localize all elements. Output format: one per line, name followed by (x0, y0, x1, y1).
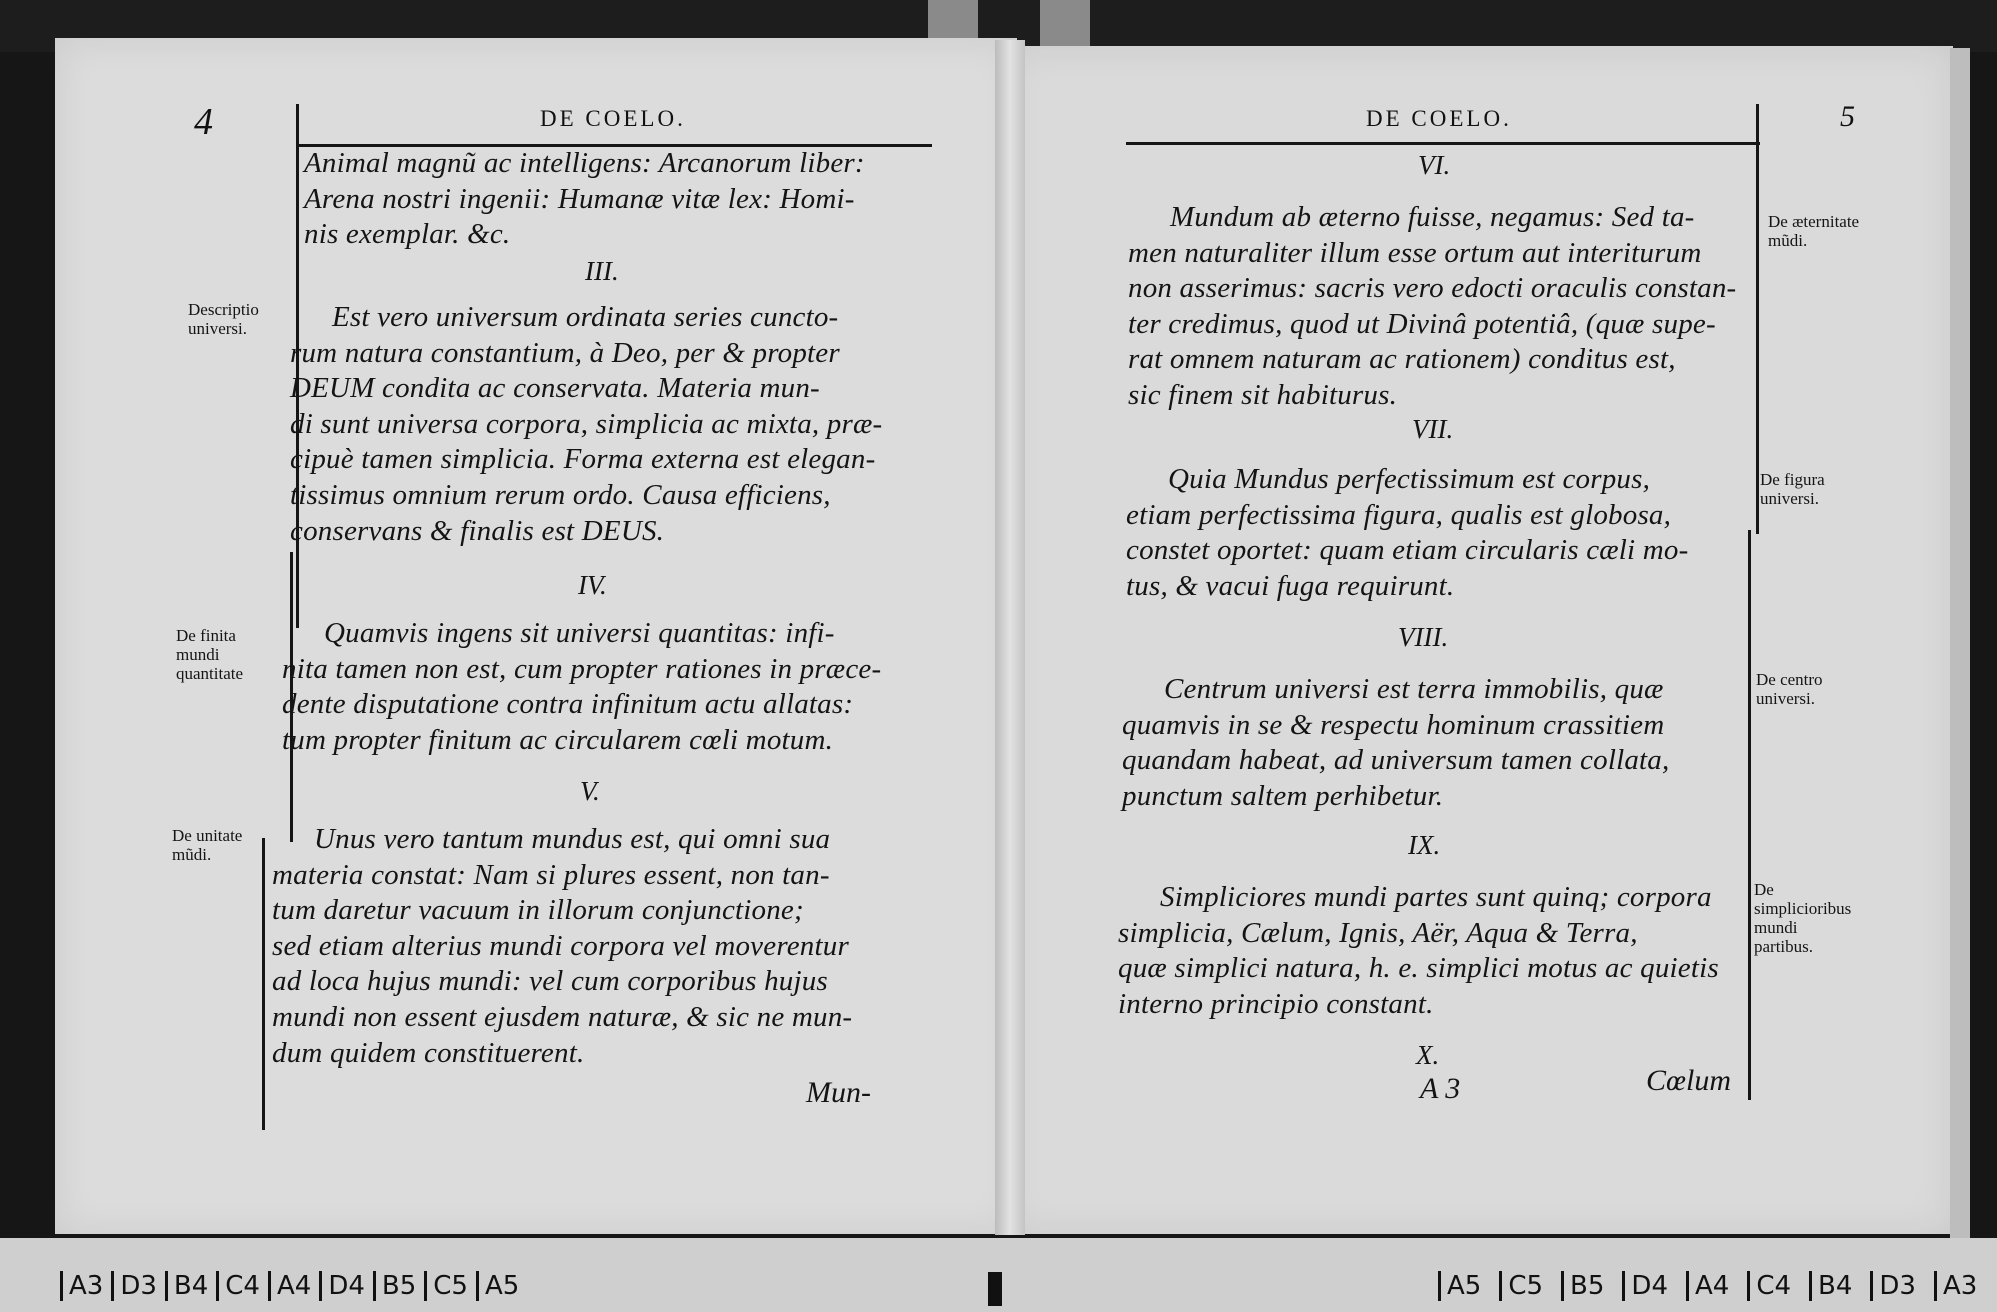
text-line: materia constat: Nam si plures essent, non tan- (272, 858, 830, 891)
left-catchword: Mun- (806, 1076, 871, 1109)
section-numeral-vi: VI. (1418, 150, 1451, 180)
text-line: simplicia, Cælum, Ignis, Aër, Aqua & Terra, (1118, 916, 1638, 949)
text-line: constet oportet: quam etiam circularis cæli mo- (1126, 534, 1689, 567)
text-line: sic finem sit habiturus. (1128, 378, 1398, 411)
strip-label: C5 (1499, 1271, 1551, 1301)
text-line: tum daretur vacuum in illorum conjunctione; (272, 894, 804, 927)
section-vi-text (1128, 200, 1754, 414)
text-line: interno principio constant. (1118, 987, 1434, 1020)
section-numeral-iii: III. (585, 256, 619, 286)
text-line: dum quidem constituerent. (272, 1036, 585, 1069)
text-line: sed etiam alterius mundi corpora vel moverentur (272, 929, 849, 962)
text-line: rum natura constantium, à Deo, per & propter (290, 336, 840, 369)
text-line: Est vero universum ordinata series cuncto- (332, 301, 839, 333)
margin-note-centro: De centro universi. (1756, 670, 1823, 708)
section-numeral-ix: IX. (1408, 830, 1441, 860)
text-line: DEUM condita ac conservata. Materia mun- (290, 372, 820, 405)
text-line: conservans & finalis est DEUS. (290, 514, 665, 547)
section-numeral-v: V. (580, 776, 600, 806)
strip-label: A3 (1934, 1271, 1985, 1301)
section-viii-text (1122, 672, 1750, 814)
strip-label: B5 (373, 1271, 424, 1301)
strip-label: A4 (1686, 1271, 1737, 1301)
section-numeral-vii: VII. (1412, 414, 1454, 444)
text-line: Unus vero tantum mundus est, qui omni sua (314, 823, 831, 855)
strip-label: C4 (216, 1271, 268, 1301)
right-catchword: Cœlum (1646, 1064, 1732, 1097)
text-line: di sunt universa corpora, simplicia ac mixta, præ- (290, 407, 883, 440)
text-line: quamvis in se & respectu hominum crassitiem (1122, 708, 1665, 741)
text-line: cipuè tamen simplicia. Forma externa est elegan- (290, 443, 876, 476)
right-margin-rule-lower (1748, 530, 1751, 1100)
strip-label: A5 (1438, 1271, 1489, 1301)
right-margin-rule-upper (1756, 104, 1759, 534)
left-continuation-text (304, 146, 934, 253)
text-line: rat omnem naturam ac rationem) conditus est, (1128, 343, 1676, 376)
text-line: Centrum universi est terra immobilis, quæ (1164, 673, 1664, 705)
text-line: Animal magnũ ac intelligens: Arcanorum liber: (304, 147, 865, 179)
right-head-rule (1126, 142, 1760, 145)
margin-note-unitate: De unitate mũdi. (172, 826, 243, 864)
section-iii-text (290, 300, 930, 549)
left-margin-rule-lower (262, 838, 265, 1130)
section-numeral-iv: IV. (578, 570, 607, 600)
section-numeral-viii: VIII. (1398, 622, 1449, 652)
text-line: men naturaliter illum esse ortum aut interiturum (1128, 236, 1702, 269)
text-line: Arena nostri ingenii: Humanæ vitæ lex: Homi- (304, 182, 855, 215)
text-line: nis exemplar. &c. (304, 218, 511, 251)
strip-label: B4 (165, 1271, 216, 1301)
strip-label: A5 (476, 1271, 527, 1301)
text-line: punctum saltem perhibetur. (1122, 779, 1444, 812)
margin-note-finita: De finita mundi quantitate (176, 626, 244, 683)
left-page-number: 4 (194, 101, 213, 143)
strip-label: D4 (319, 1271, 373, 1301)
strip-label: A3 (60, 1271, 111, 1301)
signature-mark: A 3 (1420, 1072, 1461, 1105)
film-strip-labels-left (60, 1266, 527, 1306)
text-line: tum propter finitum ac circularem cœli motum. (282, 723, 834, 756)
text-line: ad loca hujus mundi: vel cum corporibus hujus (272, 965, 828, 998)
margin-note-simplicioribus: De simplicioribus mundi partibus. (1754, 880, 1852, 956)
strip-label: D3 (111, 1271, 165, 1301)
book-gutter (995, 40, 1025, 1235)
left-running-head: DE COELO. (540, 106, 686, 131)
section-vii-text (1126, 462, 1752, 604)
text-line: dente disputatione contra infinitum actu allatas: (282, 688, 854, 721)
text-line: tus, & vacui fuga requirunt. (1126, 569, 1455, 602)
text-line: quæ simplici natura, h. e. simplici motus ac quietis (1118, 952, 1719, 985)
margin-note-descriptio: Descriptio universi. (188, 300, 259, 338)
text-line: nita tamen non est, cum propter rationes in præce- (282, 652, 882, 685)
section-iv-text (282, 616, 928, 758)
text-line: Mundum ab æterno fuisse, negamus: Sed ta- (1170, 201, 1695, 233)
right-running-head: DE COELO. (1366, 106, 1512, 131)
strip-label: D3 (1870, 1271, 1924, 1301)
right-page-number: 5 (1840, 100, 1855, 133)
strip-label: C4 (1747, 1271, 1799, 1301)
text-line: Quia Mundus perfectissimum est corpus, (1168, 463, 1651, 495)
right-page-edge (1950, 48, 1970, 1238)
strip-center-marker (988, 1272, 1002, 1306)
text-line: tissimus omnium rerum ordo. Causa efficiens, (290, 478, 831, 511)
text-line: mundi non essent ejusdem naturæ, & sic ne mun- (272, 1000, 853, 1033)
strip-label: B5 (1561, 1271, 1612, 1301)
strip-label: C5 (424, 1271, 476, 1301)
strip-label: A4 (268, 1271, 319, 1301)
text-line: etiam perfectissima figura, qualis est globosa, (1126, 498, 1672, 531)
margin-note-figura: De figura universi. (1760, 470, 1825, 508)
film-strip-labels-right (1428, 1266, 1985, 1306)
text-line: non asserimus: sacris vero edocti oraculis constan- (1128, 272, 1737, 305)
section-ix-text (1118, 880, 1748, 1022)
margin-note-aeternitate: De æternitate mũdi. (1768, 212, 1860, 250)
text-line: Simpliciores mundi partes sunt quinq; corpora (1160, 881, 1712, 913)
strip-label: D4 (1622, 1271, 1676, 1301)
text-line: quandam habeat, ad universum tamen collata, (1122, 744, 1670, 777)
strip-label: B4 (1809, 1271, 1860, 1301)
section-numeral-x: X. (1416, 1040, 1440, 1070)
section-v-text (272, 822, 924, 1071)
text-line: Quamvis ingens sit universi quantitas: infi- (324, 617, 835, 649)
text-line: ter credimus, quod ut Divinâ potentiâ, (quæ supe- (1128, 307, 1716, 340)
